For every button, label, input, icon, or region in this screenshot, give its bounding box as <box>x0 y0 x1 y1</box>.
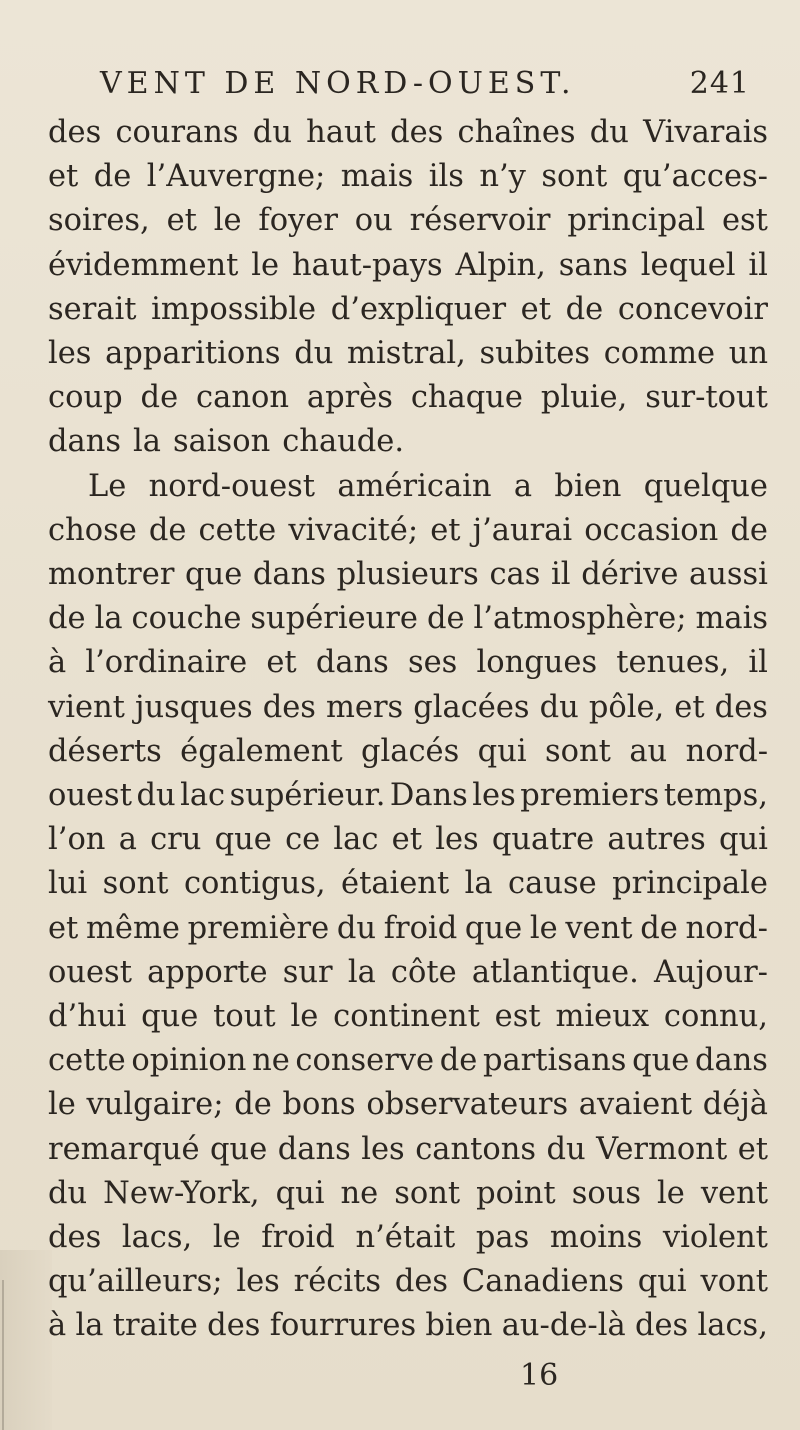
text-line: ouest apporte sur la côte atlantique. Aujour- <box>48 954 768 990</box>
text-line: Le nord-ouest américain a bien quelque <box>88 468 768 504</box>
text-line: vient jusques des mers glacées du pôle, et des <box>48 689 768 725</box>
text-line: montrer que dans plusieurs cas il dérive aussi <box>48 557 768 592</box>
text-line: évidemment le haut-pays Alpin, sans lequel il <box>48 247 768 283</box>
text-line: à l’ordinaire et dans ses longues tenues, il <box>48 645 768 681</box>
text-line: des lacs, le froid n’était pas moins violent <box>48 1220 768 1255</box>
text-line: de la couche supérieure de l’atmosphère; mais <box>48 601 768 637</box>
text-line: qu’ailleurs; les récits des Canadiens qui vont <box>48 1264 768 1300</box>
text-line: à la traite des fourrures bien au-de-là des lacs, <box>48 1308 768 1344</box>
running-title: VENT DE NORD-OUEST. <box>100 66 576 101</box>
text-line: le vulgaire; de bons observateurs avaient déjà <box>48 1087 768 1123</box>
text-line: coup de canon après chaque pluie, sur-tout <box>48 380 768 416</box>
text-line: et de l’Auvergne; mais ils n’y sont qu’acces- <box>48 159 768 195</box>
text-line: dans la saison chaude. <box>48 424 405 460</box>
text-line: du New-York, qui ne sont point sous le vent <box>48 1175 768 1211</box>
text-line: et même première du froid que le vent de nord- <box>48 910 768 946</box>
text-line: serait impossible d’expliquer et de concevoir <box>48 291 768 327</box>
text-line: remarqué que dans les cantons du Vermont et <box>48 1131 768 1167</box>
text-line: cette opinion ne conserve de partisans que dans <box>48 1043 768 1079</box>
text-line: lui sont contigus, étaient la cause principale <box>48 866 768 902</box>
page-edge <box>0 1250 52 1430</box>
text-line: chose de cette vivacité; et j’aurai occasion de <box>48 512 768 548</box>
text-line: soires, et le foyer ou réservoir principal est <box>48 203 768 239</box>
text-line: l’on a cru que ce lac et les quatre autres qui <box>48 822 768 858</box>
signature-mark: 16 <box>520 1358 559 1393</box>
text-line: déserts également glacés qui sont au nord- <box>48 733 768 769</box>
text-line: les apparitions du mistral, subites comme un <box>48 336 768 371</box>
text-line: ouest du lac supérieur. Dans les premiers temps, <box>48 778 768 813</box>
page-number: 241 <box>689 66 750 101</box>
text-line: d’hui que tout le continent est mieux connu, <box>48 999 768 1034</box>
running-head <box>100 66 750 106</box>
text-line: des courans du haut des chaînes du Vivarais <box>48 115 768 150</box>
